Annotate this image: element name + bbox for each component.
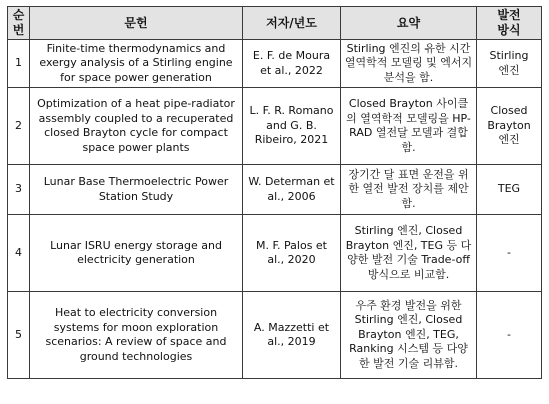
row-number: 2 (8, 88, 30, 165)
power-method: TEG (477, 165, 542, 215)
paper-title: Lunar ISRU energy storage and electricity generation (30, 215, 243, 292)
literature-review-table (7, 6, 542, 379)
table-row (8, 215, 542, 292)
header-author-year: 저자/년도 (243, 7, 341, 40)
summary: 우주 환경 발전을 위한 Stirling 엔진, Closed Brayton 엔진, TEG, Ranking 시스템 등 다양한 발전 기술 리뷰함. (341, 292, 477, 379)
paper-title: Optimization of a heat pipe-radiator assembly coupled to a recuperated closed Brayton cycle for compact space power plants (30, 88, 243, 165)
paper-title: Heat to electricity conversion systems for moon exploration scenarios: A review of space and ground technologies (30, 292, 243, 379)
row-number: 4 (8, 215, 30, 292)
row-number: 5 (8, 292, 30, 379)
table-row (8, 88, 542, 165)
power-method: - (477, 215, 542, 292)
power-method: - (477, 292, 542, 379)
author-year: M. F. Palos et al., 2020 (243, 215, 341, 292)
author-year: L. F. R. Romano and G. B. Ribeiro, 2021 (243, 88, 341, 165)
header-paper: 문헌 (30, 7, 243, 40)
paper-title: Lunar Base Thermoelectric Power Station Study (30, 165, 243, 215)
table-body (8, 40, 542, 379)
summary: Stirling 엔진의 유한 시간 열역학적 모델링 및 엑서지 분석을 함. (341, 40, 477, 88)
row-number: 1 (8, 40, 30, 88)
table-row (8, 165, 542, 215)
author-year: E. F. de Moura et al., 2022 (243, 40, 341, 88)
summary: Stirling 엔진, Closed Brayton 엔진, TEG 등 다양한 발전 기술 Trade-off 방식으로 비교함. (341, 215, 477, 292)
header-power-method: 발전 방식 (477, 7, 542, 40)
header-summary: 요약 (341, 7, 477, 40)
row-number: 3 (8, 165, 30, 215)
summary: Closed Brayton 사이클의 열역학적 모델링을 HP-RAD 열전달 모델과 결합함. (341, 88, 477, 165)
paper-title: Finite-time thermodynamics and exergy analysis of a Stirling engine for space power generation (30, 40, 243, 88)
power-method: Stirling 엔진 (477, 40, 542, 88)
author-year: A. Mazzetti et al., 2019 (243, 292, 341, 379)
table-row (8, 292, 542, 379)
header-no: 순 번 (8, 7, 30, 40)
table-row (8, 40, 542, 88)
header-row (8, 7, 542, 40)
table-header (8, 7, 542, 40)
author-year: W. Determan et al., 2006 (243, 165, 341, 215)
summary: 장기간 달 표면 운전을 위한 열전 발전 장치를 제안함. (341, 165, 477, 215)
power-method: Closed Brayton 엔진 (477, 88, 542, 165)
